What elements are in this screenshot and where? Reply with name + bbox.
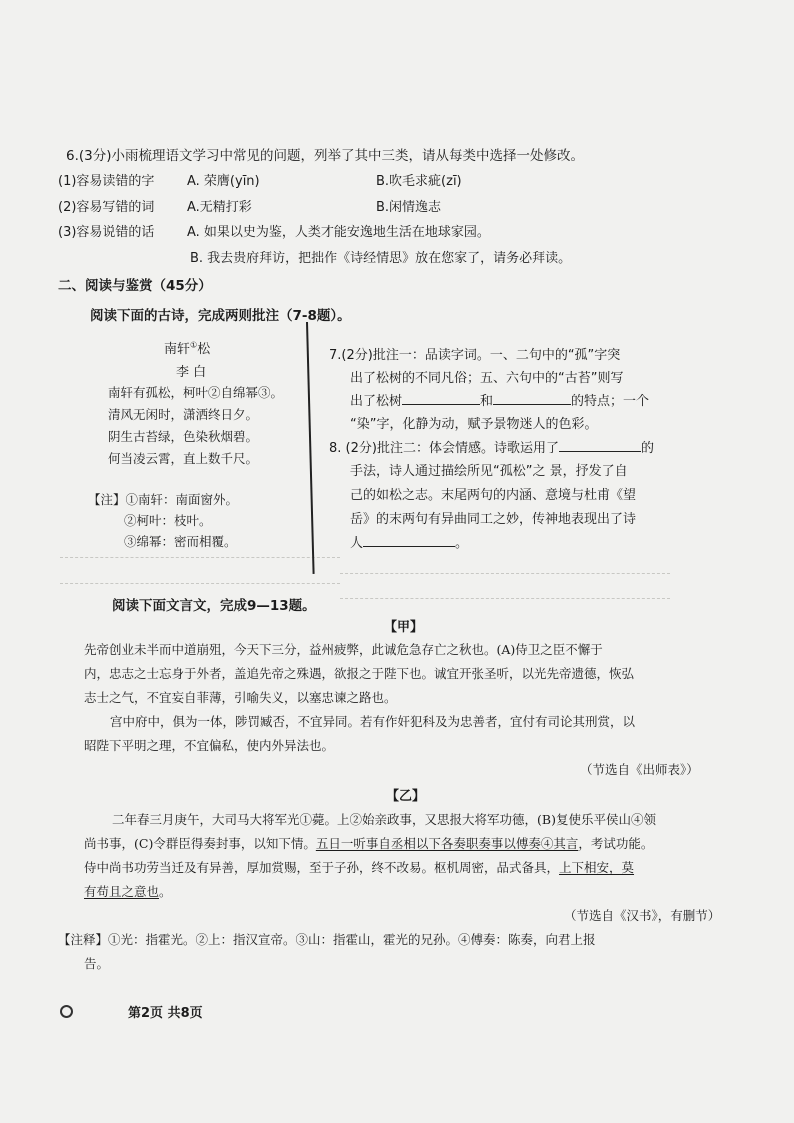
ghost-dash — [60, 557, 340, 558]
jia-line: 内，忠志之士忘身于外者，盖追先帝之殊遇，欲报之于陛下也。诚宜开张圣听，以光先帝遗德，恢弘 — [84, 666, 635, 681]
q6-row2-a: A.无精打彩 — [187, 200, 252, 215]
answer-blank[interactable] — [402, 403, 480, 405]
answer-blank[interactable] — [363, 545, 455, 547]
ghost-dash — [340, 598, 670, 599]
ghost-dash — [340, 573, 670, 574]
q8-line5: 人 。 — [350, 536, 469, 551]
q6-row3-b: B. 我去贵府拜访，把拙作《诗经情思》放在您家了，请务必拜读。 — [190, 251, 572, 266]
poem-instruction: 阅读下面的古诗，完成两则批注（7-8题）。 — [90, 308, 351, 324]
q6-row1-label: (1)容易读错的字 — [58, 174, 155, 189]
q6-row2-label: (2)容易写错的词 — [58, 200, 155, 215]
jia-source: （节选自《出师表》） — [580, 762, 699, 777]
divider-line — [306, 322, 315, 574]
binding-hole-icon — [60, 1005, 73, 1018]
ghost-dash — [60, 583, 340, 584]
poem-note: ②柯叶：枝叶。 — [124, 513, 212, 528]
jia-heading: 【甲】 — [384, 620, 424, 635]
q7-line: 出了松树的不同凡俗；五、六句中的“古苔”则写 — [350, 371, 624, 386]
q8-line1: 8. (2分)批注二：体会情感。诗歌运用了 的 — [329, 441, 654, 456]
q6-stem: 6.(3分)小雨梳理语文学习中常见的问题，列举了其中三类，请从每类中选择一处修改。 — [66, 148, 585, 164]
poem-note: ③绵幂：密而相覆。 — [124, 534, 237, 549]
q7-line: “染”字，化静为动，赋予景物迷人的色彩。 — [350, 417, 598, 432]
q8-line: 手法，诗人通过描绘所见“孤松”之 景，抒发了自 — [350, 464, 628, 479]
jia-line: 宫中府中，俱为一体，陟罚臧否，不宜异同。若有作奸犯科及为忠善者，宜付有司论其刑赏，以 — [110, 714, 636, 729]
yi-line4: 有苟且之意也。 — [84, 884, 172, 899]
yi-notes: 【注释】①光：指霍光。②上：指汉宣帝。③山：指霍山，霍光的兄孙。④傅奏：陈奏，向君上报 — [58, 932, 596, 947]
section-heading: 二、阅读与鉴赏（45分） — [58, 278, 212, 294]
poem-line: 何当凌云霄，直上数千尺。 — [108, 451, 259, 466]
yi-notes: 告。 — [84, 956, 110, 971]
answer-blank[interactable] — [493, 403, 571, 405]
yi-line2: 尚书事，(C)令群臣得奏封事，以知下情。五日一听事自丞相以下各奏职奏事以傅奏④其言，考试功能。 — [84, 836, 654, 851]
jia-line: 昭陛下平明之理，不宜偏私，使内外异法也。 — [84, 738, 335, 753]
yi-line: 二年春三月庚午，大司马大将军光①薨。上②始亲政事，又思报大将军功德，(B)复使乐平侯山④领 — [112, 812, 656, 827]
yi-line3: 侍中尚书功劳当迁及有异善，厚加赏赐，至于子孙，终不改易。枢机周密，品式备具，上下相安，莫 — [84, 860, 635, 875]
jia-line: 志士之气，不宜妄自菲薄，引喻失义，以塞忠谏之路也。 — [84, 690, 397, 705]
poem-line: 阴生古苔绿，色染秋烟碧。 — [108, 429, 259, 444]
yi-source: （节选自《汉书》，有删节） — [564, 908, 721, 923]
jia-line: 先帝创业未半而中道崩殂，今天下三分，益州疲弊，此诚危急存亡之秋也。(A)侍卫之臣不懈于 — [84, 642, 603, 657]
q6-row3-a: A. 如果以史为鉴，人类才能安逸地生活在地球家园。 — [187, 225, 490, 240]
poem-title: 南轩①松 — [164, 340, 211, 357]
q8-line: 岳》的末两句有异曲同工之妙，传神地表现出了诗 — [350, 512, 637, 527]
wenyan-instruction: 阅读下面文言文，完成9—13题。 — [112, 598, 316, 614]
poem-note: 【注】①南轩：南面窗外。 — [88, 492, 239, 507]
q6-row3-label: (3)容易说错的话 — [58, 225, 155, 240]
poem-author: 李 白 — [176, 365, 207, 380]
q7-line: 7.(2分)批注一：品读字词。一、二句中的“孤”字突 — [329, 348, 621, 363]
q6-row1-b: B.吹毛求疵(zī) — [376, 174, 462, 189]
q7-line3: 出了松树 和 的特点；一个 — [350, 394, 650, 409]
q8-line: 己的如松之志。末尾两句的内涵、意境与杜甫《望 — [350, 488, 637, 503]
q6-row2-b: B.闲情逸志 — [376, 200, 442, 215]
yi-heading: 【乙】 — [386, 789, 426, 804]
poem-line: 南轩有孤松，柯叶②自绵幂③。 — [108, 385, 284, 400]
q6-row1-a: A. 荣膺(yīn) — [187, 174, 260, 189]
poem-line: 清风无闲时，潇洒终日夕。 — [108, 407, 259, 422]
page-number: 第2页 共8页 — [128, 1006, 203, 1021]
answer-blank[interactable] — [559, 450, 641, 452]
